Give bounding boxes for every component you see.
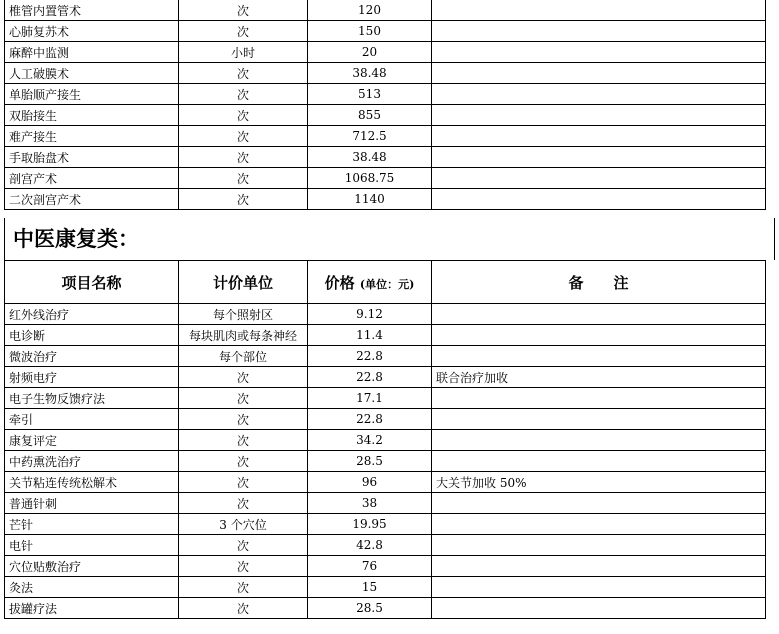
pricing-unit-cell: 次 — [179, 126, 308, 147]
item-name-cell: 拔罐疗法 — [5, 598, 179, 619]
item-name-cell: 难产接生 — [5, 126, 179, 147]
table-row — [5, 388, 766, 409]
table-row — [5, 105, 766, 126]
table-row — [5, 556, 766, 577]
price-cell: 11.4 — [308, 325, 432, 346]
price-cell: 38 — [308, 493, 432, 514]
remarks-cell — [432, 168, 766, 189]
pricing-unit-cell: 次 — [179, 0, 308, 21]
pricing-unit-cell: 次 — [179, 577, 308, 598]
price-cell: 9.12 — [308, 304, 432, 325]
pricing-unit-cell: 每个部位 — [179, 346, 308, 367]
table-row — [5, 0, 766, 21]
remarks-cell — [432, 63, 766, 84]
remarks-cell — [432, 304, 766, 325]
table-row — [5, 304, 766, 325]
remarks-cell — [432, 84, 766, 105]
remarks-cell — [432, 598, 766, 619]
remarks-cell — [432, 409, 766, 430]
pricing-unit-cell: 次 — [179, 451, 308, 472]
pricing-unit-cell: 次 — [179, 556, 308, 577]
price-cell: 42.8 — [308, 535, 432, 556]
item-name-cell: 麻醉中监测 — [5, 42, 179, 63]
remarks-cell — [432, 105, 766, 126]
item-name-cell: 中药熏洗治疗 — [5, 451, 179, 472]
table-row — [5, 42, 766, 63]
item-name-cell: 红外线治疗 — [5, 304, 179, 325]
remarks-cell — [432, 0, 766, 21]
pricing-unit-cell: 次 — [179, 493, 308, 514]
header-remarks: 备 注 — [432, 261, 766, 304]
price-cell: 15 — [308, 577, 432, 598]
table-row — [5, 168, 766, 189]
item-name-cell: 射频电疗 — [5, 367, 179, 388]
item-name-cell: 电诊断 — [5, 325, 179, 346]
pricing-unit-cell: 次 — [179, 430, 308, 451]
price-cell: 96 — [308, 472, 432, 493]
price-cell: 22.8 — [308, 409, 432, 430]
price-cell: 28.5 — [308, 598, 432, 619]
remarks-cell — [432, 42, 766, 63]
tcm-rehab-price-table — [4, 260, 766, 619]
remarks-cell — [432, 577, 766, 598]
remarks-cell — [432, 126, 766, 147]
item-name-cell: 牵引 — [5, 409, 179, 430]
remarks-cell — [432, 451, 766, 472]
pricing-unit-cell: 每块肌肉或每条神经 — [179, 325, 308, 346]
pricing-unit-cell: 次 — [179, 388, 308, 409]
table-row — [5, 325, 766, 346]
price-cell: 19.95 — [308, 514, 432, 535]
table-row — [5, 514, 766, 535]
item-name-cell: 心肺复苏术 — [5, 21, 179, 42]
remarks-cell: 联合治疗加收 — [432, 367, 766, 388]
item-name-cell: 单胎顺产接生 — [5, 84, 179, 105]
item-name-cell: 电针 — [5, 535, 179, 556]
price-cell: 34.2 — [308, 430, 432, 451]
pricing-unit-cell: 3 个穴位 — [179, 514, 308, 535]
table-row — [5, 472, 766, 493]
item-name-cell: 微波治疗 — [5, 346, 179, 367]
pricing-unit-cell: 次 — [179, 105, 308, 126]
pricing-unit-cell: 次 — [179, 84, 308, 105]
remarks-cell — [432, 189, 766, 210]
remarks-cell — [432, 21, 766, 42]
remarks-cell — [432, 346, 766, 367]
pricing-unit-cell: 每个照射区 — [179, 304, 308, 325]
pricing-unit-cell: 次 — [179, 535, 308, 556]
table-row — [5, 535, 766, 556]
price-cell: 1068.75 — [308, 168, 432, 189]
price-cell: 76 — [308, 556, 432, 577]
price-cell: 22.8 — [308, 367, 432, 388]
pricing-unit-cell: 次 — [179, 147, 308, 168]
remarks-cell — [432, 325, 766, 346]
item-name-cell: 双胎接生 — [5, 105, 179, 126]
remarks-cell — [432, 147, 766, 168]
pricing-unit-cell: 次 — [179, 367, 308, 388]
item-name-cell: 电子生物反馈疗法 — [5, 388, 179, 409]
pricing-unit-cell: 次 — [179, 189, 308, 210]
pricing-unit-cell: 次 — [179, 409, 308, 430]
item-name-cell: 关节粘连传统松解术 — [5, 472, 179, 493]
item-name-cell: 穴位贴敷治疗 — [5, 556, 179, 577]
pricing-unit-cell: 次 — [179, 472, 308, 493]
remarks-cell: 大关节加收 50% — [432, 472, 766, 493]
remarks-cell — [432, 493, 766, 514]
table-row — [5, 126, 766, 147]
pricing-unit-cell: 小时 — [179, 42, 308, 63]
table-row — [5, 409, 766, 430]
price-cell: 17.1 — [308, 388, 432, 409]
header-price — [308, 261, 432, 304]
item-name-cell: 剖宫产术 — [5, 168, 179, 189]
pricing-unit-cell: 次 — [179, 598, 308, 619]
pricing-unit-cell: 次 — [179, 21, 308, 42]
table-row — [5, 84, 766, 105]
table-row — [5, 189, 766, 210]
price-cell: 712.5 — [308, 126, 432, 147]
price-cell: 1140 — [308, 189, 432, 210]
remarks-cell — [432, 556, 766, 577]
item-name-cell: 二次剖宫产术 — [5, 189, 179, 210]
price-cell: 22.8 — [308, 346, 432, 367]
surgery-price-table-body — [5, 0, 766, 210]
price-cell: 855 — [308, 105, 432, 126]
price-cell: 150 — [308, 21, 432, 42]
item-name-cell: 手取胎盘术 — [5, 147, 179, 168]
price-cell: 513 — [308, 84, 432, 105]
price-cell: 20 — [308, 42, 432, 63]
price-cell: 38.48 — [308, 147, 432, 168]
pricing-unit-cell: 次 — [179, 63, 308, 84]
table-row — [5, 147, 766, 168]
remarks-cell — [432, 535, 766, 556]
pricing-unit-cell: 次 — [179, 168, 308, 189]
tcm-rehab-price-table-body — [5, 304, 766, 619]
remarks-cell — [432, 514, 766, 535]
item-name-cell: 灸法 — [5, 577, 179, 598]
header-price-label: 价格 — [324, 273, 355, 292]
table-row — [5, 430, 766, 451]
table-row — [5, 451, 766, 472]
table-row — [5, 367, 766, 388]
table-row — [5, 21, 766, 42]
table-row — [5, 493, 766, 514]
item-name-cell: 康复评定 — [5, 430, 179, 451]
price-cell: 38.48 — [308, 63, 432, 84]
section-title: 中医康复类： — [4, 218, 775, 260]
header-item-name: 项目名称 — [5, 261, 179, 304]
header-pricing-unit: 计价单位 — [179, 261, 308, 304]
remarks-cell — [432, 388, 766, 409]
item-name-cell: 芒针 — [5, 514, 179, 535]
table-row — [5, 598, 766, 619]
item-name-cell: 椎管内置管术 — [5, 0, 179, 21]
surgery-price-table — [4, 0, 766, 210]
item-name-cell: 普通针刺 — [5, 493, 179, 514]
table-row — [5, 577, 766, 598]
header-price-unit: (单位：元) — [359, 277, 415, 291]
price-cell: 120 — [308, 0, 432, 21]
table-row — [5, 346, 766, 367]
table-row — [5, 63, 766, 84]
item-name-cell: 人工破膜术 — [5, 63, 179, 84]
remarks-cell — [432, 430, 766, 451]
price-cell: 28.5 — [308, 451, 432, 472]
table-header-row — [5, 261, 766, 304]
